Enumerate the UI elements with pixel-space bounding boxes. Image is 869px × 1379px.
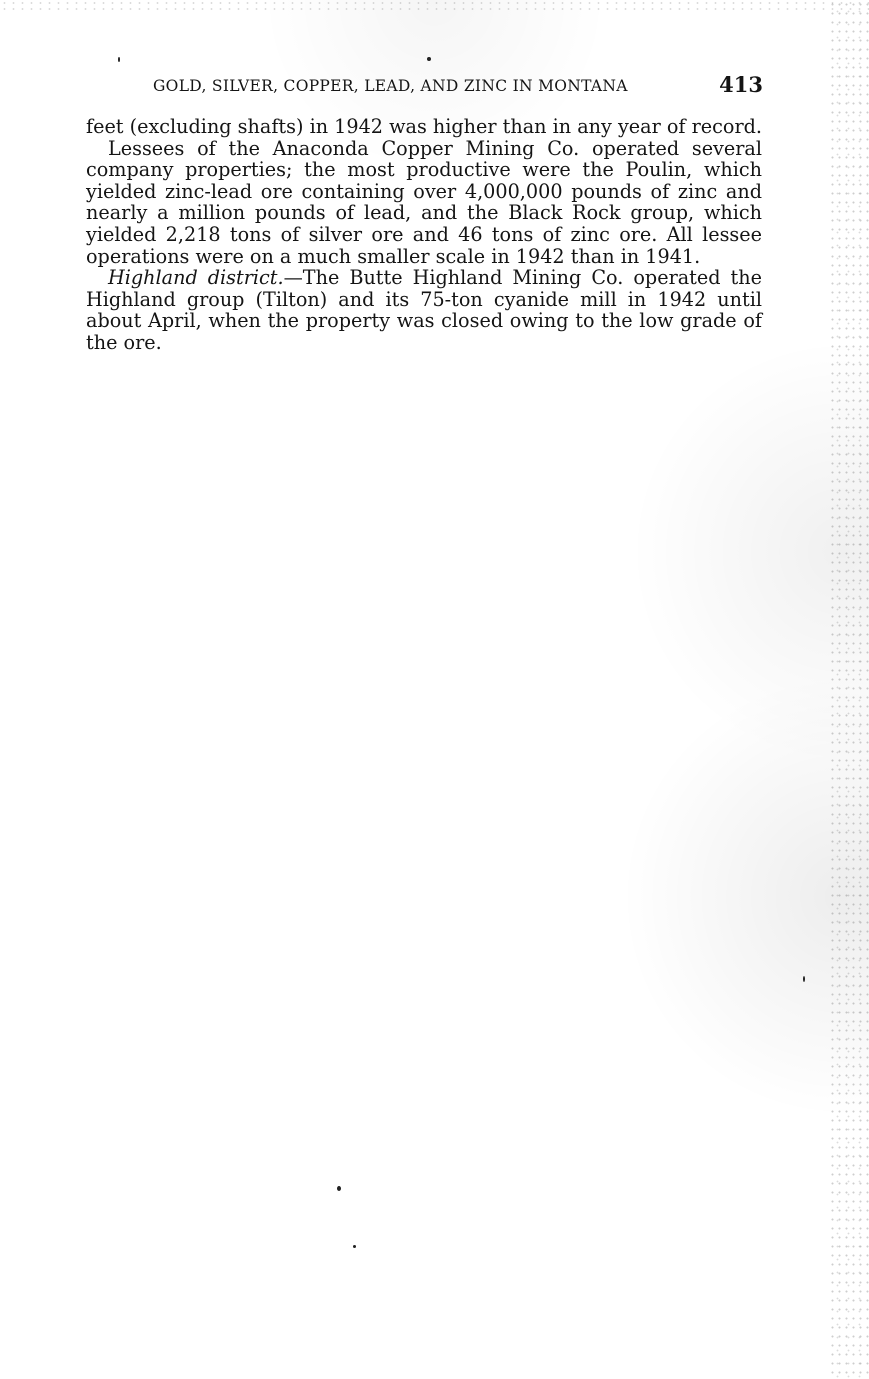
paragraph-continuation: feet (excluding shafts) in 1942 was higher than in any year of record. [86, 115, 762, 138]
paragraph-highland-district [86, 267, 762, 353]
page-number: 413 [719, 72, 763, 97]
body-text [86, 116, 762, 354]
paragraph-highland-text: —The Butte Highland Mining Co. operated the Highland group (Tilton) and its 75-ton cyanide mill in 1942 until about April, when the property was closed owing to the low grade of the ore. [86, 266, 762, 354]
scan-speck [803, 976, 805, 982]
scan-noise-right-edge [829, 0, 869, 1379]
section-run-in-heading: Highland district. [108, 266, 284, 290]
scan-speck [337, 1186, 341, 1191]
scan-speck [353, 1245, 356, 1248]
scan-speck [118, 57, 120, 62]
paragraph-lessees: Lessees of the Anaconda Copper Mining Co. operated several company properties; the most productive were the Poulin, which yielded zinc-lead ore containing over 4,000,000 pounds of zinc and nearly a million pounds of lead, and the Black Rock group, which yielded 2,218 tons of silver ore and 46 tons of zinc ore. All lessee operations were on a much smaller scale in 1942 than in 1941. [86, 136, 762, 268]
scan-speck [427, 57, 431, 61]
running-header [153, 72, 763, 102]
running-title: GOLD, SILVER, COPPER, LEAD, AND ZINC IN MONTANA [153, 77, 628, 95]
scan-noise-top [0, 0, 869, 14]
